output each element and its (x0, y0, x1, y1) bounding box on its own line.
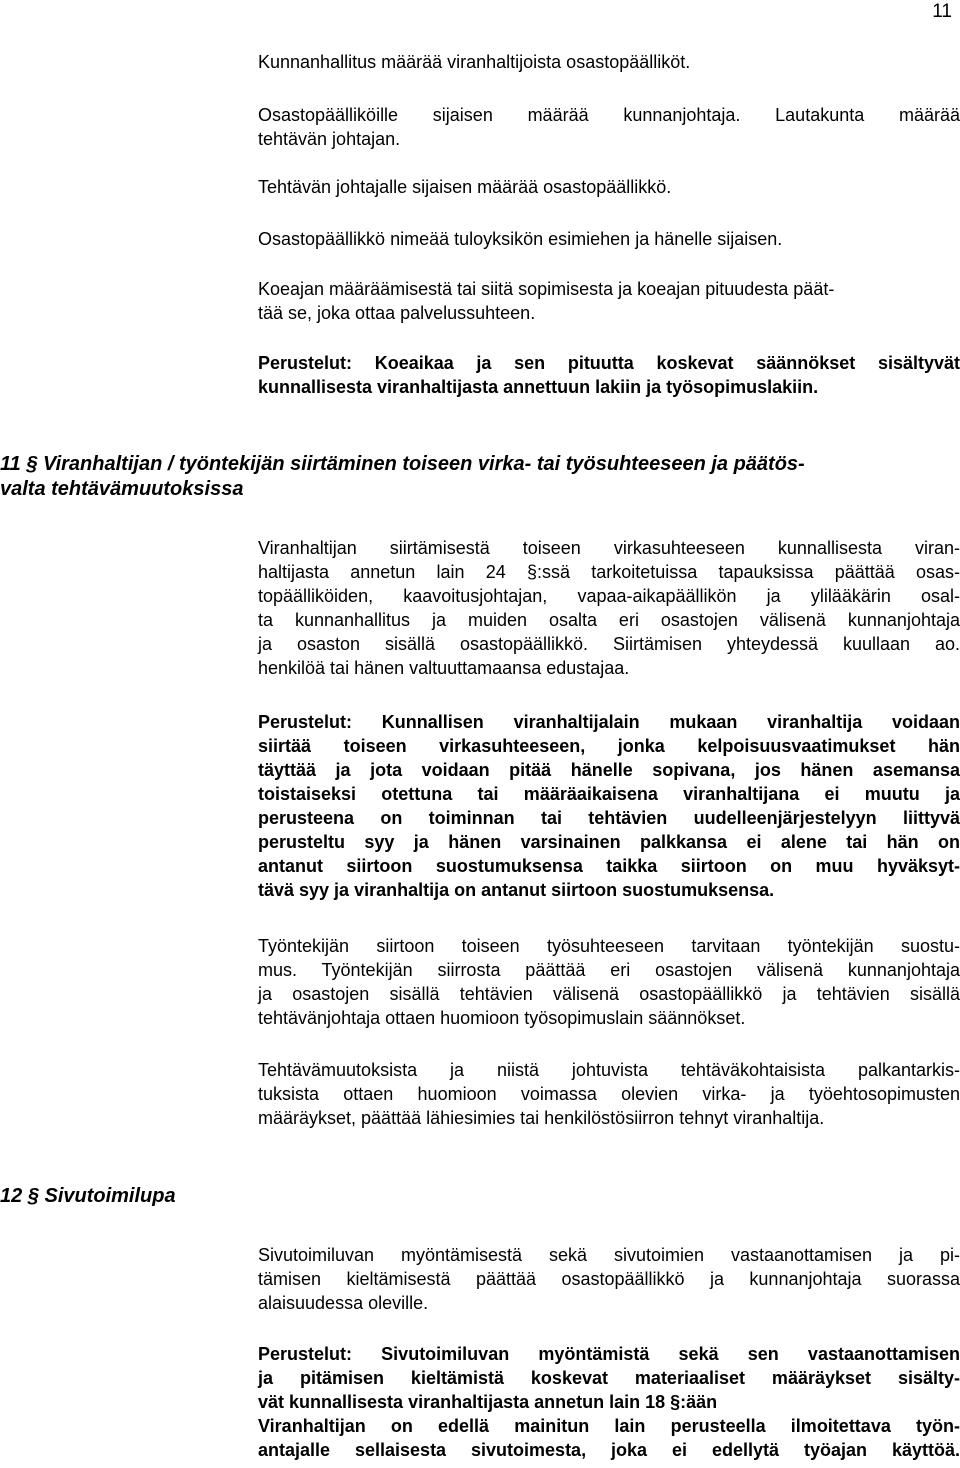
paragraph-department-heads (258, 50, 960, 74)
text-line: tuksista ottaen huomioon voimassa olevien virka- ja työehtosopimusten (258, 1084, 960, 1104)
paragraph-deputy-heads (258, 103, 960, 151)
text-line: Koeajan määräämisestä tai siitä sopimisesta ja koeajan pituudesta päät- (258, 279, 835, 299)
text-line: haltijasta annetun lain 24 §:ssä tarkoitetuissa tapauksissa päättää osas- (258, 562, 960, 582)
text-line: Viranhaltijan on edellä mainitun lain perusteella ilmoitettava työn- (258, 1416, 960, 1436)
text-line: tehtävän johtajan. (258, 129, 401, 149)
text-line: Perustelut: Sivutoimiluvan myöntämistä sekä sen vastaanottamisen (258, 1344, 960, 1364)
text-line: Tehtävämuutoksista ja niistä johtuvista tehtäväkohtaisista palkantarkis- (258, 1060, 960, 1080)
text-line: alaisuudessa oleville. (258, 1293, 429, 1313)
section-heading-11 (0, 452, 960, 502)
text-line: ta kunnanhallitus ja muiden osalta eri osastojen välisenä kunnanjohtaja (258, 610, 960, 630)
text-line: topäälliköiden, kaavoitusjohtajan, vapaa-aikapäällikön ja ylilääkärin osal- (258, 586, 960, 606)
text-line: tää se, joka ottaa palvelussuhteen. (258, 303, 536, 323)
heading-line: 12 § Sivutoimilupa (0, 1185, 176, 1207)
text-line: Osastopäällikkö nimeää tuloyksikön esimiehen ja hänelle sijaisen. (258, 229, 783, 249)
paragraph-secondary-job-permit (258, 1243, 960, 1315)
text-line: henkilöä tai hänen valtuuttamaansa edustajaa. (258, 658, 630, 678)
page-number: 11 (932, 1, 952, 22)
text-line: ja osaston sisällä osastopäällikkö. Siirtämisen yhteydessä kuullaan ao. (258, 634, 960, 654)
text-line: Viranhaltijan siirtämisestä toiseen virkasuhteeseen kunnallisesta viran- (258, 538, 960, 558)
text-line: perusteltu syy ja hänen varsinainen palkkansa ei alene tai hän on (258, 832, 960, 852)
text-line: siirtää toiseen virkasuhteeseen, jonka kelpoisuusvaatimukset hän (258, 736, 960, 756)
paragraph-unit-supervisor (258, 227, 960, 251)
text-line: mus. Työntekijän siirrosta päättää eri osastojen välisenä kunnanjohtaja (258, 960, 960, 980)
text-line: tämisen kieltämisestä päättää osastopäällikkö ja kunnanjohtaja suorassa (258, 1269, 960, 1289)
paragraph-officeholder-transfer (258, 536, 960, 680)
text-line: Tehtävän johtajalle sijaisen määrää osastopäällikkö. (258, 177, 672, 197)
text-line: Perustelut: Kunnallisen viranhaltijalain mukaan viranhaltija voidaan (258, 712, 960, 732)
text-line: kunnallisesta viranhaltijasta annettuun lakiin ja työsopimuslakiin. (258, 377, 819, 397)
rationale-secondary-job (258, 1342, 960, 1462)
paragraph-probation (258, 277, 960, 325)
text-line: Kunnanhallitus määrää viranhaltijoista osastopäälliköt. (258, 52, 691, 72)
rationale-officeholder-transfer (258, 710, 960, 902)
paragraph-task-leader-deputy (258, 175, 960, 199)
text-line: Perustelut: Koeaikaa ja sen pituutta koskevat säännökset sisältyvät (258, 353, 960, 373)
text-line: ja osastojen sisällä tehtävien välisenä osastopäällikkö ja tehtävien sisällä (258, 984, 960, 1004)
rationale-probation (258, 351, 960, 399)
text-line: perusteena on toiminnan tai tehtävien uudelleenjärjestelyyn liittyvä (258, 808, 960, 828)
text-line: Osastopäälliköille sijaisen määrää kunnanjohtaja. Lautakunta määrää (258, 105, 960, 125)
text-line: tehtävänjohtaja ottaen huomioon työsopimuslain säännökset. (258, 1008, 746, 1028)
paragraph-task-changes (258, 1058, 960, 1130)
text-line: määräykset, päättää lähiesimies tai henkilöstösiirron tehnyt viranhaltija. (258, 1108, 825, 1128)
text-line: antanut siirtoon suostumuksensa taikka siirtoon on muu hyväksyt- (258, 856, 960, 876)
paragraph-employee-transfer (258, 934, 960, 1030)
text-line: antajalle sellaisesta sivutoimesta, joka ei edellytä työajan käyttöä. (258, 1440, 960, 1460)
text-line: toistaiseksi otettuna tai määräaikaisena viranhaltijana ei muutu ja (258, 784, 960, 804)
text-line: Sivutoimiluvan myöntämisestä sekä sivutoimien vastaanottamisen ja pi- (258, 1245, 960, 1265)
text-line: täyttää ja jota voidaan pitää hänelle sopivana, jos hänen asemansa (258, 760, 960, 780)
heading-line: 11 § Viranhaltijan / työntekijän siirtäminen toiseen virka- tai työsuhteeseen ja päätös- (0, 453, 805, 475)
text-line: tävä syy ja viranhaltija on antanut siirtoon suostumuksensa. (258, 880, 775, 900)
text-line: vät kunnallisesta viranhaltijasta annetun lain 18 §:ään (258, 1392, 718, 1412)
section-heading-12 (0, 1184, 960, 1209)
text-line: ja pitämisen kieltämistä koskevat materiaaliset määräykset sisälty- (258, 1368, 960, 1388)
text-line: Työntekijän siirtoon toiseen työsuhteeseen tarvitaan työntekijän suostu- (258, 936, 960, 956)
heading-line: valta tehtävämuutoksissa (0, 478, 244, 500)
